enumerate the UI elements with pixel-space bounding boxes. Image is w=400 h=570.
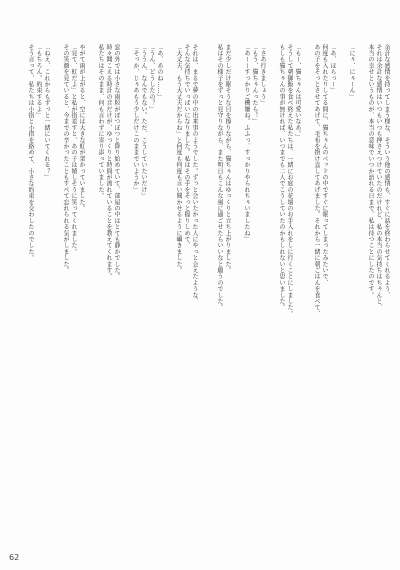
text-line: 「もー、猫ちゃんは可愛いなあ。」	[294, 44, 301, 141]
text-line	[167, 44, 174, 514]
upper-text-block	[214, 44, 390, 514]
text-line	[270, 44, 277, 514]
text-line: まだ少しだけ眠そうな目を擦りながら、猫ちゃんはゆっくりと立ち上がりました。	[224, 44, 231, 274]
text-line	[54, 44, 61, 514]
text-line: 「大丈夫、もう大丈夫だからね」と何度も何度も言い聞かせるように囁きました。	[175, 44, 182, 274]
text-line: 「そっか、じゃあもう少しだけこのままでいようか」	[132, 44, 139, 193]
text-line: そう言って、私たちは小指と小指を絡めて、小さな約束を交わしたのでした。	[27, 44, 34, 261]
text-line: あの子をそっとさせてあげて、毛布を掛け直してあげました。それから一緒に朝ごはんを食べて、	[313, 44, 320, 317]
text-line: 窓の外では小さな雨粒がぽつぽつと降り始めていて、部屋の中はとても静かでした。	[113, 44, 120, 280]
text-line: 「うん、どうしたの？」	[148, 44, 155, 113]
text-line	[340, 44, 347, 514]
text-line: 本当の幸せというものが、本当の意味でいつか訪れる日まで、私は待つことにしたのです。	[367, 44, 374, 299]
text-line: 私はその様子をずっと見守りながら、また明日もこんな風に過ごせたらいいなと願うのでした。	[216, 44, 223, 311]
text-line: 「ねえ、これからもずっと一緒にいてくれる？」	[43, 44, 50, 181]
text-line: そうして朝御飯を食べ終えた私たちは、一緒にお庭の花壇のお手入れをしに行くことにしました。	[286, 44, 293, 317]
text-line	[359, 44, 366, 514]
text-line	[235, 44, 242, 514]
text-line: 「あ、あのね……」	[156, 44, 163, 100]
text-line: 「さあ行きましょう」	[259, 44, 266, 106]
text-line: その笑顔を見ていると、今までの辛かったこともすべて忘れられる気がしました。	[62, 44, 69, 274]
text-line: もしも猫ちゃんの事が無ければ、いつまでも二人でこうしていたのかもしれないと思いました。	[278, 44, 285, 311]
text-line: 「もちろん。約束するよ」	[35, 44, 42, 119]
text-line: やがて雨が上がると、空には大きな虹が架かっていました。	[78, 44, 85, 212]
text-line: 「見て、虹だよ」と私が指差すと、あの子は嬉しそうに笑ってくれました。	[70, 44, 77, 255]
text-line: 余計な感情を持ってしまう様な、そういう他の感情も、すぐに話を終わらせてくれるよう、	[383, 44, 390, 299]
text-line: 「にゃ、にゃーん」	[348, 44, 355, 100]
text-line: 「もう、猫ちゃんったら！」	[251, 44, 258, 125]
text-line: 「ううん、なんでもない。ただ、こうしていたいだけ」	[140, 44, 147, 199]
text-line: 私たちはそのまま、何も言わずに寄り添っていました。	[97, 44, 104, 199]
text-line: それは余計な感情はいつもいつも押さえつけていたのだけれど、私の本当の気持ちはちゃんと、	[375, 44, 382, 311]
page-number: 62	[9, 553, 20, 562]
text-line	[124, 44, 131, 514]
lower-text-block	[22, 44, 198, 514]
text-line	[305, 44, 312, 514]
text-line: 「あ、ほらっー」	[329, 44, 336, 94]
text-line: 時々聞こえる時計の音だけが、ゆっくりと時間が流れていることを教えてくれます。	[105, 44, 112, 280]
text-line: そんな気持ちでいっぱいになりました。私はその手をそっと握りしめて、	[183, 44, 190, 249]
text-line	[89, 44, 96, 514]
text-line: 「あーーすっかりご機嫌ね。ふふっ、すっかりやられちゃいましたね」	[243, 44, 250, 243]
text-line: それは、まるで夢の中の出来事のようでした。ずっと会いたかった人にやっと会えたような、	[191, 44, 198, 305]
text-line: 何度も入れたりしてる間に、猫ちゃんのベッドの中ですぐに眠ってしまったみたいで、	[321, 44, 328, 286]
